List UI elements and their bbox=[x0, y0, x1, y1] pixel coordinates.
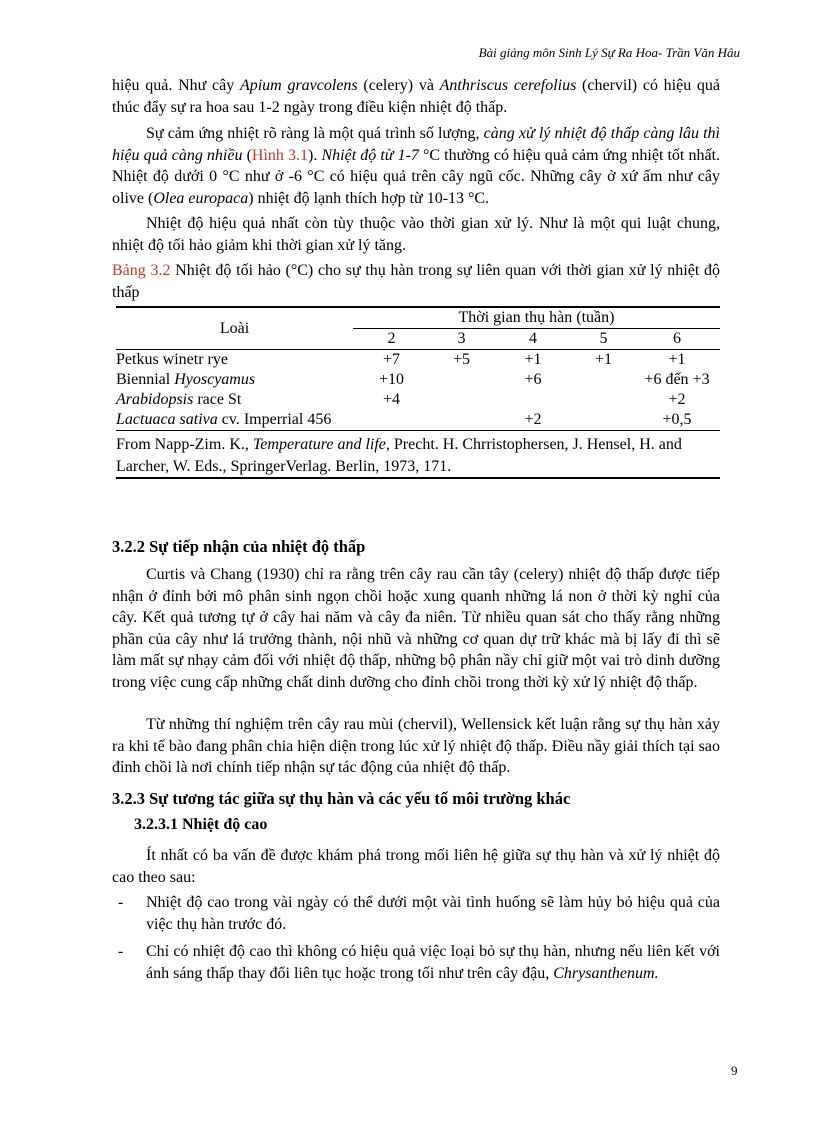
value-cell: +1 bbox=[594, 351, 613, 368]
section-heading-3-2-3: 3.2.3 Sự tương tác giữa sự thụ hàn và các yếu tố môi trường khác bbox=[112, 789, 571, 808]
header-week: 3 bbox=[457, 330, 466, 347]
value-cell: +5 bbox=[452, 351, 471, 368]
species-name: Anthriscus cerefolius bbox=[439, 77, 577, 94]
species-cell bbox=[116, 410, 353, 431]
value-cell: +2 bbox=[668, 391, 686, 408]
text-run: cv. Imperrial 456 bbox=[217, 411, 332, 428]
caption-text: Nhiệt độ tối hảo (°C) cho sự thụ hàn trong sự liên quan với thời gian xử lý nhiệt độ thấp bbox=[112, 262, 720, 301]
header-week: 2 bbox=[387, 330, 396, 347]
bullet-dash: - bbox=[118, 894, 124, 911]
value-cell: +7 bbox=[382, 351, 401, 368]
value-cell: +0,5 bbox=[662, 411, 692, 428]
bullet-dash: - bbox=[118, 943, 124, 960]
species-name: Hyoscyamus bbox=[174, 371, 256, 388]
emphasis-text: càng xử lý nhiệt độ thấp càng lâu thì hiệu quả càng nhiều bbox=[112, 125, 720, 164]
section-heading-3-2-2: 3.2.2 Sự tiếp nhận của nhiệt độ thấp bbox=[112, 537, 366, 556]
table-row bbox=[116, 350, 720, 371]
bullet-text bbox=[146, 941, 720, 984]
text-run: hiệu quả. Như cây bbox=[112, 77, 240, 94]
value-cell: +1 bbox=[668, 351, 686, 368]
text-run: From Napp-Zim. K., bbox=[116, 436, 253, 453]
text-run: °C thường có hiệu quả cảm ứng nhiệt tốt nhất. Nhiệt độ dưới 0 °C như ở -6 °C có hiệu quả trên cây ngũ cốc. Những cây ở xứ ấm như cây olive ( bbox=[112, 146, 721, 207]
species-name: Olea europaca bbox=[153, 189, 249, 207]
text-run: Nhiệt độ cao trong vài ngày có thể dưới một vài tình huống sẽ làm hủy bỏ hiệu quả của việc thụ hàn trước đó. bbox=[146, 894, 720, 933]
paragraph-wellensick: Từ những thí nghiệm trên cây rau mùi (chervil), Wellensick kết luận rằng sự thụ hàn xảy ra khi tế bào đang phân chia hiện diện trong lúc xử lý nhiệt độ thấp. Điều nầy giải thích tại sao đỉnh chồi là nơi chính tiếp nhận sự tác động của nhiệt độ thấp. bbox=[112, 716, 720, 776]
species-name: Apium gravcolens bbox=[239, 77, 358, 94]
value-cell: +2 bbox=[524, 411, 542, 428]
table-row bbox=[116, 370, 720, 390]
header-week: 6 bbox=[673, 330, 681, 347]
text-run: ( bbox=[242, 146, 252, 164]
bullet-text bbox=[146, 892, 720, 935]
value-cell: +6 bbox=[524, 371, 542, 388]
value-cell: +6 đến +3 bbox=[644, 371, 710, 388]
species-name: Arabidopsis bbox=[116, 391, 194, 408]
value-cell bbox=[353, 410, 430, 431]
paragraph-curtis-chang: Curtis và Chang (1930) chỉ ra rằng trên cây rau cần tây (celery) nhiệt độ thấp được tiếp nhận ở đỉnh bởi mô phân sinh ngọn chồi hoặc xung quanh những lá non ở thời kỳ nghỉ của cây. Kết quả tương tự ở cây hai năm và cây đa niên. Từ nhiều quan sát cho thấy rằng những phần của cây như lá trưởng thành, nội nhũ và những cơ quan dự trữ khác mà bị lấy đi thì sẽ làm mất sự nhạy cảm đối với nhiệt độ thấp, những bộ phân nầy chỉ giữ một vai trò dinh dưỡng trong việc cung cấp những chất dinh dưỡng cho đỉnh chồi trong thời kỳ xử lý nhiệt độ thấp. bbox=[112, 566, 720, 691]
text-run: race St bbox=[193, 391, 242, 408]
header-species: Loài bbox=[219, 319, 250, 337]
species-cell bbox=[116, 370, 353, 390]
value-cell bbox=[493, 390, 573, 410]
value-cell: +1 bbox=[524, 351, 542, 368]
species-cell bbox=[116, 350, 353, 371]
value-cell bbox=[430, 410, 493, 431]
value-cell: +4 bbox=[382, 391, 401, 408]
optimum-temperature-table bbox=[116, 306, 720, 479]
text-run: ) nhiệt độ lạnh thích hợp từ 10-13 °C. bbox=[248, 189, 490, 207]
subsection-heading-3-2-3-1: 3.2.3.1 Nhiệt độ cao bbox=[134, 816, 268, 833]
species-name: Lactuaca sativa bbox=[116, 411, 218, 428]
emphasis-text: Nhiệt độ từ 1-7 bbox=[321, 146, 424, 164]
text-run: (chervil) có hiệu quả thúc đẩy sự ra hoa sau 1-2 ngày trong điều kiện nhiệt độ thấp. bbox=[112, 77, 721, 116]
book-title: Temperature and life bbox=[252, 436, 386, 453]
running-header: Bài giảng môn Sinh Lý Sự Ra Hoa- Trần Văn Hâu bbox=[478, 45, 740, 60]
value-cell: +10 bbox=[378, 371, 405, 388]
text-run: Petkus winetr rye bbox=[116, 351, 228, 368]
page-number: 9 bbox=[731, 1063, 738, 1078]
value-cell bbox=[573, 410, 634, 431]
paragraph-intro bbox=[112, 75, 720, 118]
table-row bbox=[116, 410, 720, 431]
paragraph-three-issues: Ít nhất có ba vấn đề được khám phá trong mối liên hệ giữa sự thụ hàn và xử lý nhiệt độ cao theo sau: bbox=[112, 847, 720, 886]
bullet-item bbox=[118, 892, 720, 935]
text-run: Sự cảm ứng nhiệt rõ ràng là một quá trình số lượng, bbox=[146, 125, 484, 142]
bullet-item bbox=[118, 941, 720, 984]
table-row bbox=[116, 390, 720, 410]
species-cell bbox=[116, 390, 353, 410]
text-run: Biennial bbox=[116, 371, 175, 388]
value-cell bbox=[430, 390, 493, 410]
figure-reference-link[interactable]: Hình 3.1 bbox=[251, 146, 309, 164]
table-label: Bảng 3.2 bbox=[112, 262, 171, 279]
value-cell bbox=[573, 370, 634, 390]
paragraph-temperature bbox=[112, 123, 720, 209]
text-run: , Precht. H. Chrristophersen, J. Hensel, H. and Larcher, W. Eds., SpringerVerlag. Berlin, 1973, 171. bbox=[116, 436, 682, 475]
text-run: ). bbox=[308, 146, 322, 164]
value-cell bbox=[430, 370, 493, 390]
header-week: 4 bbox=[529, 330, 537, 347]
species-name: Chrysanthenum. bbox=[553, 964, 659, 982]
table-caption bbox=[112, 260, 720, 303]
table-source-note bbox=[116, 431, 720, 479]
text-run: Chỉ có nhiệt độ cao thì không có hiệu quả việc loại bỏ sự thụ hàn, nhưng nếu liên kết với ánh sáng thấp thay đổi liên tục hoặc trong tối như trên cây đậu, bbox=[146, 943, 720, 982]
header-weeks-group: Thời gian thụ hàn (tuần) bbox=[353, 307, 720, 329]
header-week: 5 bbox=[599, 330, 608, 347]
paragraph-optimum: Nhiệt độ hiệu quả nhất còn tùy thuộc vào thời gian xử lý. Như là một qui luật chung, nhiệt độ tối hảo giảm khi thời gian xử lý tăng. bbox=[112, 215, 720, 254]
text-run: (celery) và bbox=[357, 77, 440, 94]
value-cell bbox=[573, 390, 634, 410]
